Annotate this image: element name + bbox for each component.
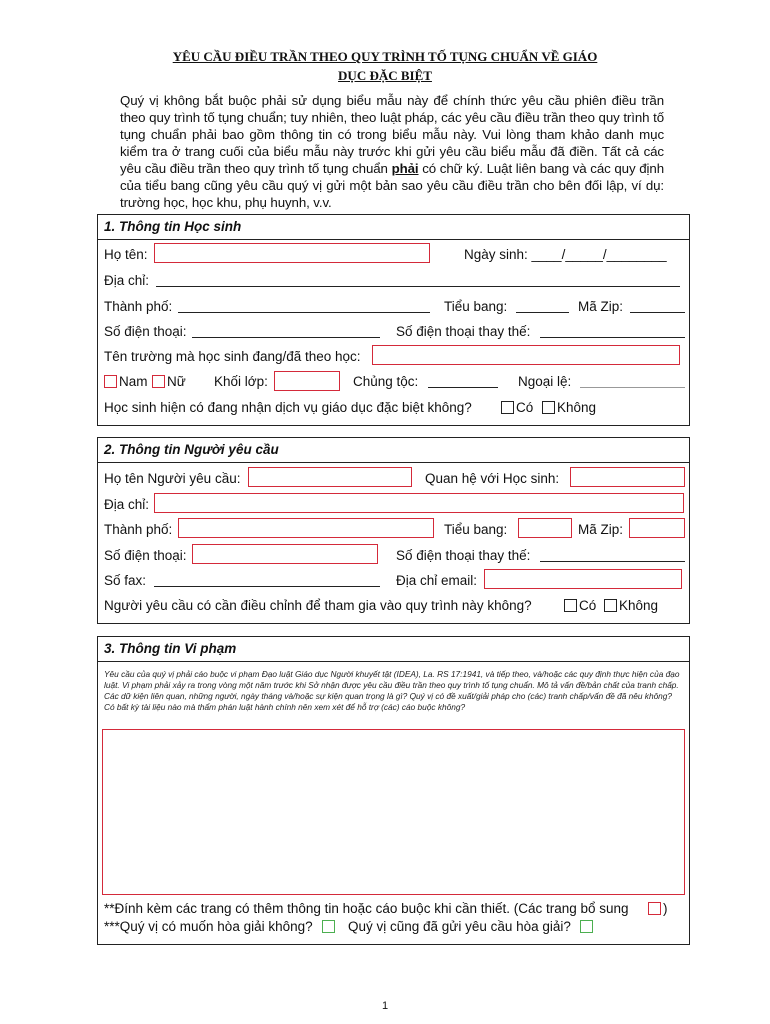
student-address-label: Địa chỉ: [104,273,150,288]
additional-pages-checkbox[interactable] [648,902,661,915]
student-zip-label: Mã Zip: [578,299,624,314]
requester-alt-phone-label: Số điện thoại thay thế: [396,548,531,563]
requester-alt-phone-field[interactable] [540,548,685,562]
accom-yes-label: Có [579,598,597,613]
student-state-field[interactable] [516,299,569,313]
fax-label: Số fax: [104,573,147,588]
section-1-heading: 1. Thông tin Học sinh [98,215,689,240]
requester-city-label: Thành phố: [104,522,173,537]
mediation-question: ***Quý vị có muốn hòa giải không? [104,919,313,934]
relation-field[interactable] [570,467,685,487]
intro-paragraph [120,92,664,211]
mediation-sent-question: Quý vị cũng đã gửi yêu cầu hòa giải? [348,919,571,934]
requester-city-field[interactable] [178,518,434,538]
student-phone-label: Số điện thoại: [104,324,187,339]
student-state-label: Tiểu bang: [444,299,508,314]
male-label: Nam [119,374,148,389]
requester-name-label: Họ tên Người yêu cầu: [104,471,241,486]
section-violation-info [97,636,690,945]
requester-zip-field[interactable] [629,518,685,538]
intro-text-1: Quý vị không bắt buộc phải sử dụng biểu mẫu này để chính thức yêu cầu phiên điều trần theo quy trình tố tụng chuẩn; tuy nhiên, theo luật pháp, các yêu cầu điều trần theo quy trình tố tụng chuẩn phải bao gồm thông tin có trong biểu mẫu này. Vui lòng tham khảo danh mục kiểm tra ở trang cuối của biểu mẫu này trước khi gửi yêu cầu biểu mẫu đã điền. Tất cả các yêu cầu điều trần theo quy trình tố tụng chuẩn [120,93,664,176]
sped-yes-checkbox[interactable] [501,401,514,414]
relation-label: Quan hệ với Học sinh: [425,471,560,486]
school-field[interactable] [372,345,680,365]
mediation-sent-checkbox[interactable] [580,920,593,933]
requester-phone-label: Số điện thoại: [104,548,187,563]
requester-name-field[interactable] [248,467,412,487]
requester-address-field[interactable] [154,493,684,513]
email-field[interactable] [484,569,682,589]
title-line-2: DỤC ĐẶC BIỆT [338,68,432,83]
mediation-checkbox[interactable] [322,920,335,933]
accom-no-checkbox[interactable] [604,599,617,612]
attach-note: **Đính kèm các trang có thêm thông tin hoặc cáo buộc khi cần thiết. (Các trang bổ sung [104,901,629,916]
race-field[interactable] [428,374,498,388]
student-city-label: Thành phố: [104,299,173,314]
sped-yes-label: Có [516,400,534,415]
section-requester-info [97,437,690,624]
intro-bold-word: phải [391,161,419,176]
grade-field[interactable] [274,371,340,391]
student-name-field[interactable] [154,243,430,263]
student-city-field[interactable] [178,299,430,313]
sped-question: Học sinh hiện có đang nhận dịch vụ giáo dục đặc biệt không? [104,400,472,415]
female-checkbox[interactable] [152,375,165,388]
requester-zip-label: Mã Zip: [578,522,624,537]
student-address-field[interactable] [156,273,680,287]
form-title [0,47,770,85]
accommodation-question: Người yêu cầu có cần điều chỉnh để tham gia vào quy trình này không? [104,598,532,613]
race-label: Chủng tộc: [353,374,419,389]
school-label: Tên trường mà học sinh đang/đã theo học: [104,349,361,364]
requester-state-label: Tiểu bang: [444,522,508,537]
student-name-label: Họ tên: [104,247,148,262]
dob-label: Ngày sinh: ____/_____/________ [464,247,667,262]
requester-phone-field[interactable] [192,544,378,564]
female-label: Nữ [167,374,186,389]
grade-label: Khối lớp: [214,374,268,389]
section-3-heading: 3. Thông tin Vi phạm [98,637,689,662]
student-zip-field[interactable] [630,299,685,313]
title-line-1: YÊU CẦU ĐIỀU TRẦN THEO QUY TRÌNH TỐ TỤNG CHUẨN VỀ GIÁO [172,49,598,64]
fax-field[interactable] [154,573,380,587]
email-label: Địa chỉ email: [396,573,478,588]
student-alt-phone-label: Số điện thoại thay thế: [396,324,531,339]
section-student-info [97,214,690,426]
accom-yes-checkbox[interactable] [564,599,577,612]
student-phone-field[interactable] [192,324,380,338]
sped-no-checkbox[interactable] [542,401,555,414]
male-checkbox[interactable] [104,375,117,388]
requester-state-field[interactable] [518,518,572,538]
violation-instructions: Yêu cầu của quý vị phải cáo buộc vi phạm Đạo luật Giáo dục Người khuyết tật (IDEA), La. RS 17:1941, và tiếp theo, và/hoặc các quy định thực hiện của đạo luật. Vi phạm phải xảy ra trong vòng một năm trước khi Sở nhận được yêu cầu điều trần theo quy trình tố tụng chuẩn. Mô tả vấn đề/bản chất của tranh chấp. Các dữ kiện liên quan, những người, ngày tháng và/hoặc sự kiện quan trọng là gì? Quý vị có đề xuất/giải pháp cho (các) tranh chấp/vấn đề đã nêu không? Có bất kỳ tài liệu nào mà thẩm phán luật hành chính nên xem xét để hỗ trợ (các) cáo buộc không? [104,669,680,712]
page-number: 1 [381,1000,389,1012]
attach-close-paren: ) [663,901,668,916]
requester-address-label: Địa chỉ: [104,497,150,512]
exception-field[interactable] [580,374,685,388]
section-2-heading: 2. Thông tin Người yêu cầu [98,438,689,463]
intro-text-2: có chữ ký. Luật liên bang và các quy định của tiểu bang cũng yêu cầu quý vị gửi một bản sao yêu cầu điều trần cho bên đối lập, ví dụ: trường học, học khu, phụ huynh, v.v. [120,161,664,210]
sped-no-label: Không [557,400,597,415]
accom-no-label: Không [619,598,659,613]
violation-description-field[interactable] [102,729,685,895]
exception-label: Ngoại lệ: [518,374,572,389]
student-alt-phone-field[interactable] [540,324,685,338]
